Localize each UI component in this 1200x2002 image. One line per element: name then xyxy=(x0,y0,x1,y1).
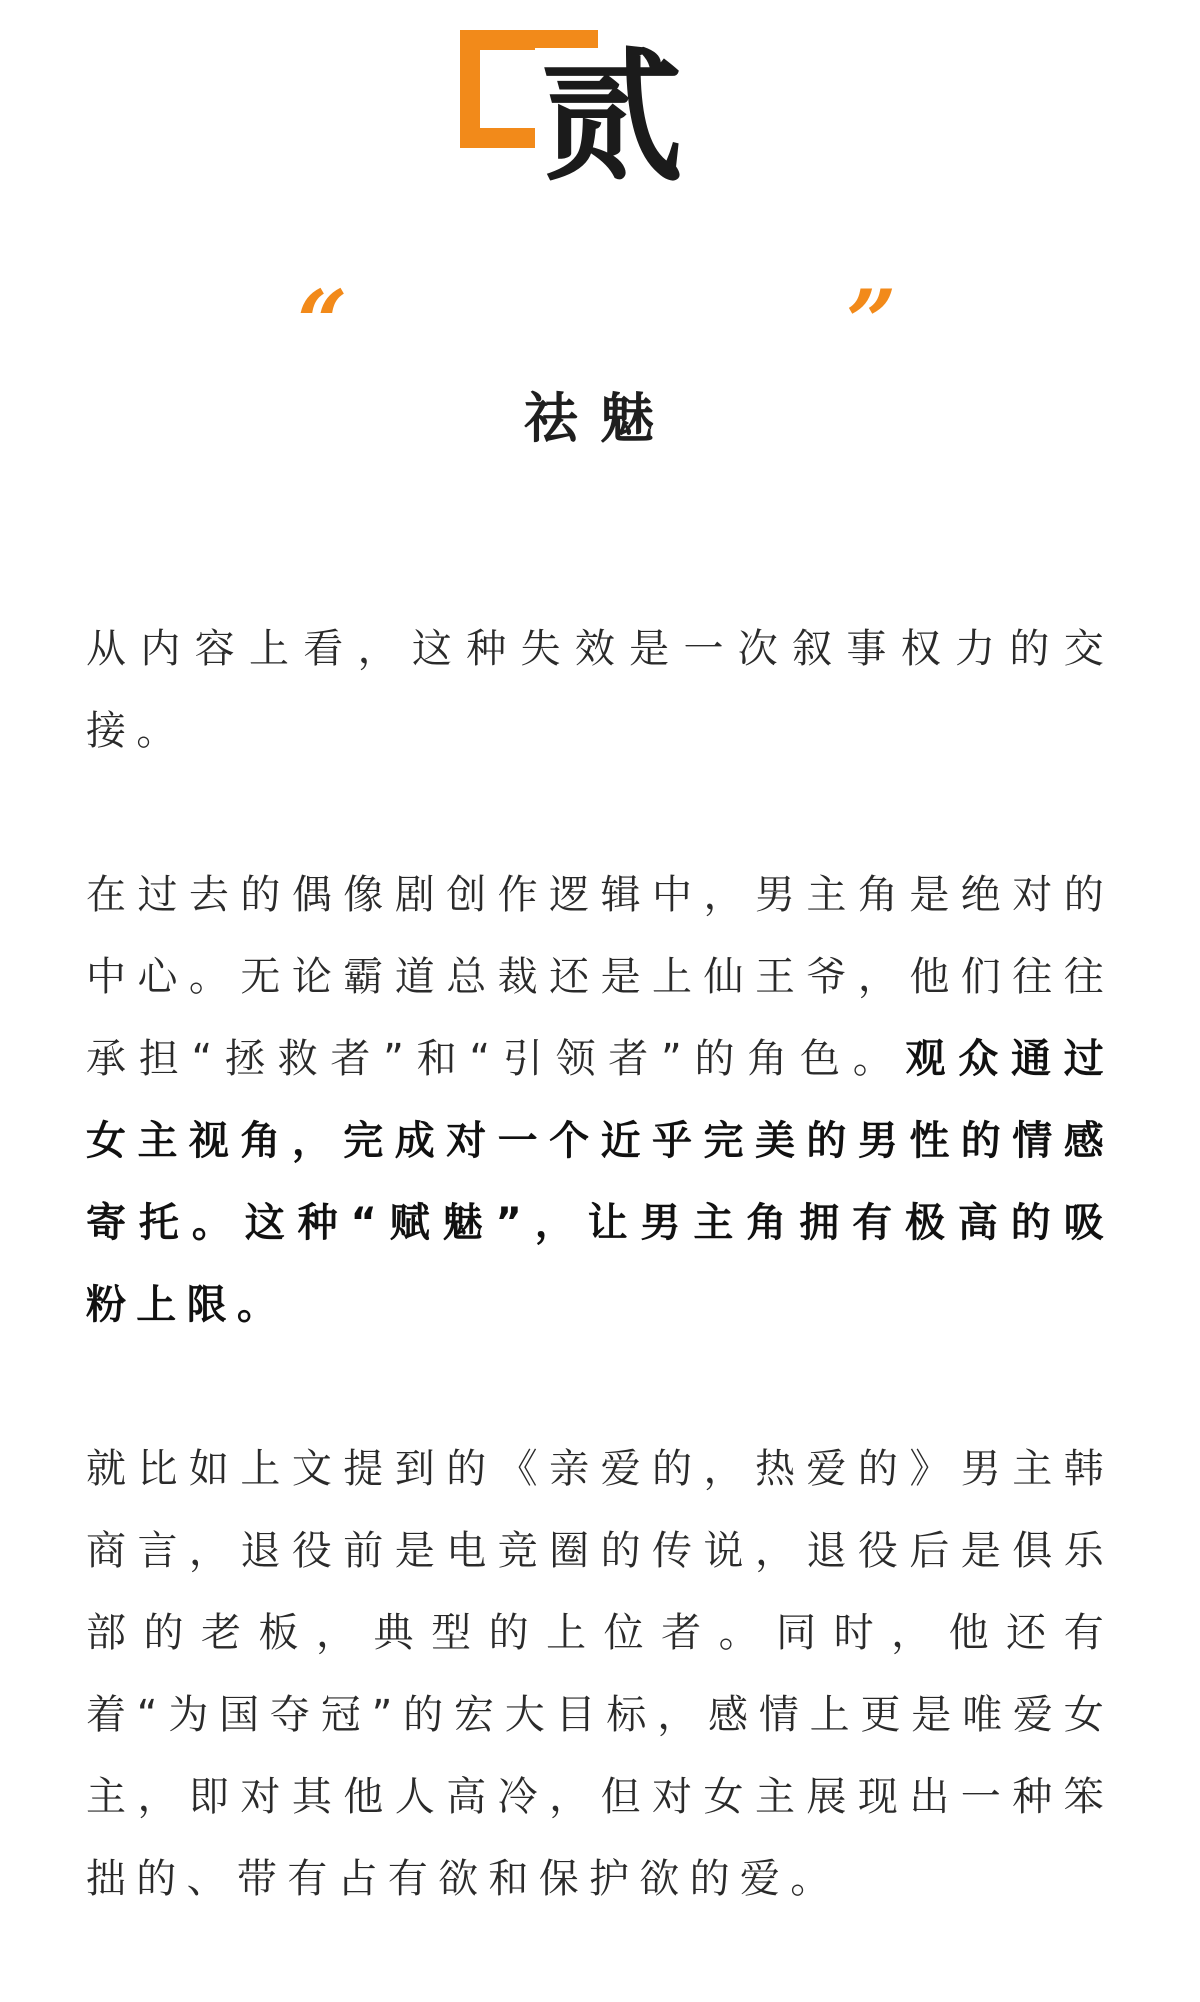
section-title: 祛魅 xyxy=(524,387,676,450)
paragraph-bold-text: 观众通过女主视角，完成对一个近乎完美的男性的情感寄托。这种“赋魅”，让男主角拥有极高的吸粉上限。 xyxy=(86,1036,1114,1328)
badge-number: 贰 xyxy=(535,48,685,196)
close-quote-mark: ” xyxy=(846,270,897,374)
paragraph-text: 从内容上看，这种失效是一次叙事权力的交接。 xyxy=(86,626,1114,754)
paragraph-text: 就比如上文提到的《亲爱的，热爱的》男主韩商言，退役前是电竞圈的传说，退役后是俱乐部的老板，典型的上位者。同时，他还有着“为国夺冠”的宏大目标，感情上更是唯爱女主，即对其他人高冷，但对女主展现出一种笨拙的、带有占有欲和保护欲的爱。 xyxy=(86,1446,1114,1902)
paragraph-text: 在过去的偶像剧创作逻辑中，男主角是绝对的中心。无论霸道总裁还是上仙王爷，他们往往承担“拯救者”和“引领者”的角色。 xyxy=(86,872,1114,1082)
open-quote-mark: “ xyxy=(297,270,348,374)
paragraph-1 xyxy=(86,608,1114,772)
paragraph-2 xyxy=(86,854,1114,1346)
article-body xyxy=(86,608,1114,2002)
paragraph-3 xyxy=(86,1428,1114,1920)
chapter-badge xyxy=(0,0,1200,200)
